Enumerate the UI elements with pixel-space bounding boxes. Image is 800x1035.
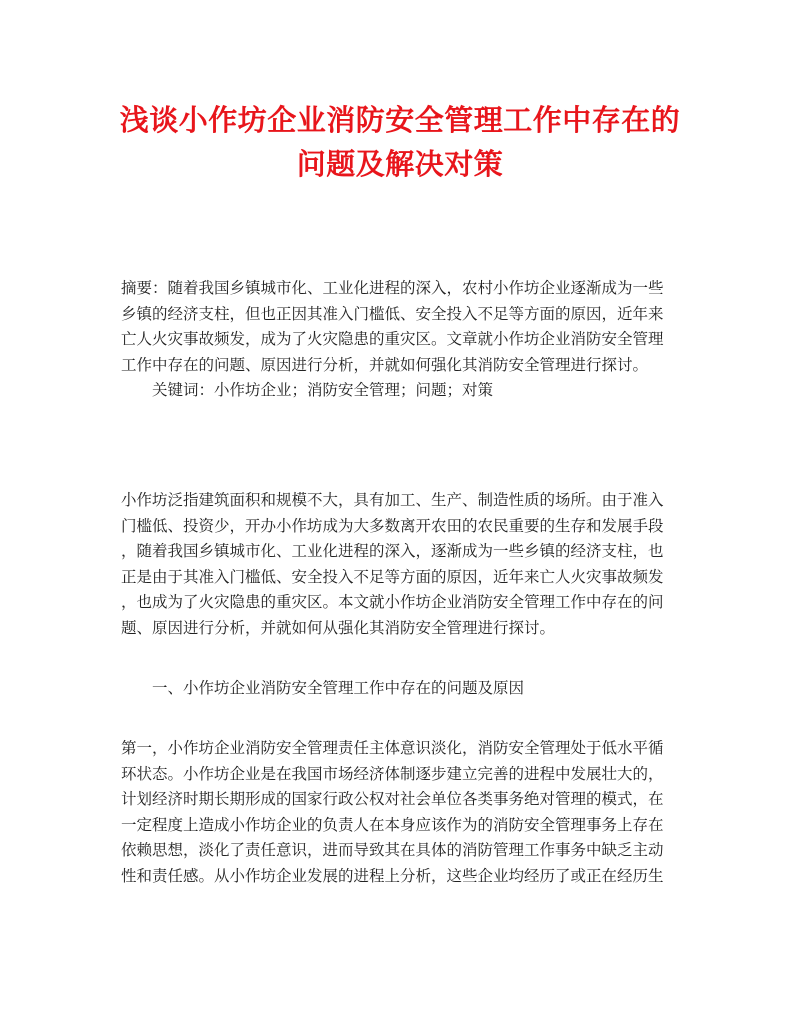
body-line: 第一，小作坊企业消防安全管理责任主体意识淡化，消防安全管理处于低水平循 [121,739,664,757]
keywords-paragraph [121,378,681,404]
document-title [100,98,700,186]
section-heading-text: 一、小作坊企业消防安全管理工作中存在的问题及原因 [152,679,525,697]
section-heading [121,676,681,702]
body-line: 题、原因进行分析，并就如何从强化其消防安全管理进行探讨。 [121,618,556,637]
body-line: ，也成为了火灾隐患的重灾区。本文就小作坊企业消防安全管理工作中存在的问 [121,593,664,612]
keywords-line: 关键词：小作坊企业；消防安全管理；问题；对策 [152,381,494,399]
body-line: 小作坊泛指建筑面积和规模不大，具有加工、生产、制造性质的场所。由于准入 [121,491,664,509]
abstract-line: 工作中存在的问题、原因进行分析，并就如何强化其消防安全管理进行探讨。 [121,355,649,374]
body-paragraph-intro [121,488,681,642]
body-line: 依赖思想，淡化了责任意识，进而导致其在具体的消防管理工作事务中缺乏主动 [121,841,664,860]
body-line: ，随着我国乡镇城市化、工业化进程的深入，逐渐成为一些乡镇的经济支柱，也 [121,542,664,561]
body-line: 正是由于其准入门槛低、安全投入不足等方面的原因，近年来亡人火灾事故频发 [121,567,664,586]
title-line: 问题及解决对策 [296,147,504,181]
body-line: 一定程度上造成小作坊企业的负责人在本身应该作为的消防安全管理事务上存在 [121,815,664,834]
abstract-paragraph [121,276,681,378]
body-line: 环状态。小作坊企业是在我国市场经济体制逐步建立完善的进程中发展壮大的， [121,764,664,783]
body-line: 计划经济时期长期形成的国家行政公权对社会单位各类事务绝对管理的模式，在 [121,790,664,809]
abstract-line: 乡镇的经济支柱，但也正因其准入门槛低、安全投入不足等方面的原因，近年来 [121,304,664,323]
abstract-line: 摘要：随着我国乡镇城市化、工业化进程的深入，农村小作坊企业逐渐成为一些 [121,279,664,297]
abstract-line: 亡人火灾事故频发，成为了火灾隐患的重灾区。文章就小作坊企业消防安全管理 [121,330,664,349]
body-paragraph-first-issue [121,736,681,890]
title-line: 浅谈小作坊企业消防安全管理工作中存在的 [119,103,681,137]
body-line: 性和责任感。从小作坊企业发展的进程上分析，这些企业均经历了或正在经历生 [121,866,664,885]
body-line: 门槛低、投资少，开办小作坊成为大多数离开农田的农民重要的生存和发展手段 [121,516,664,535]
